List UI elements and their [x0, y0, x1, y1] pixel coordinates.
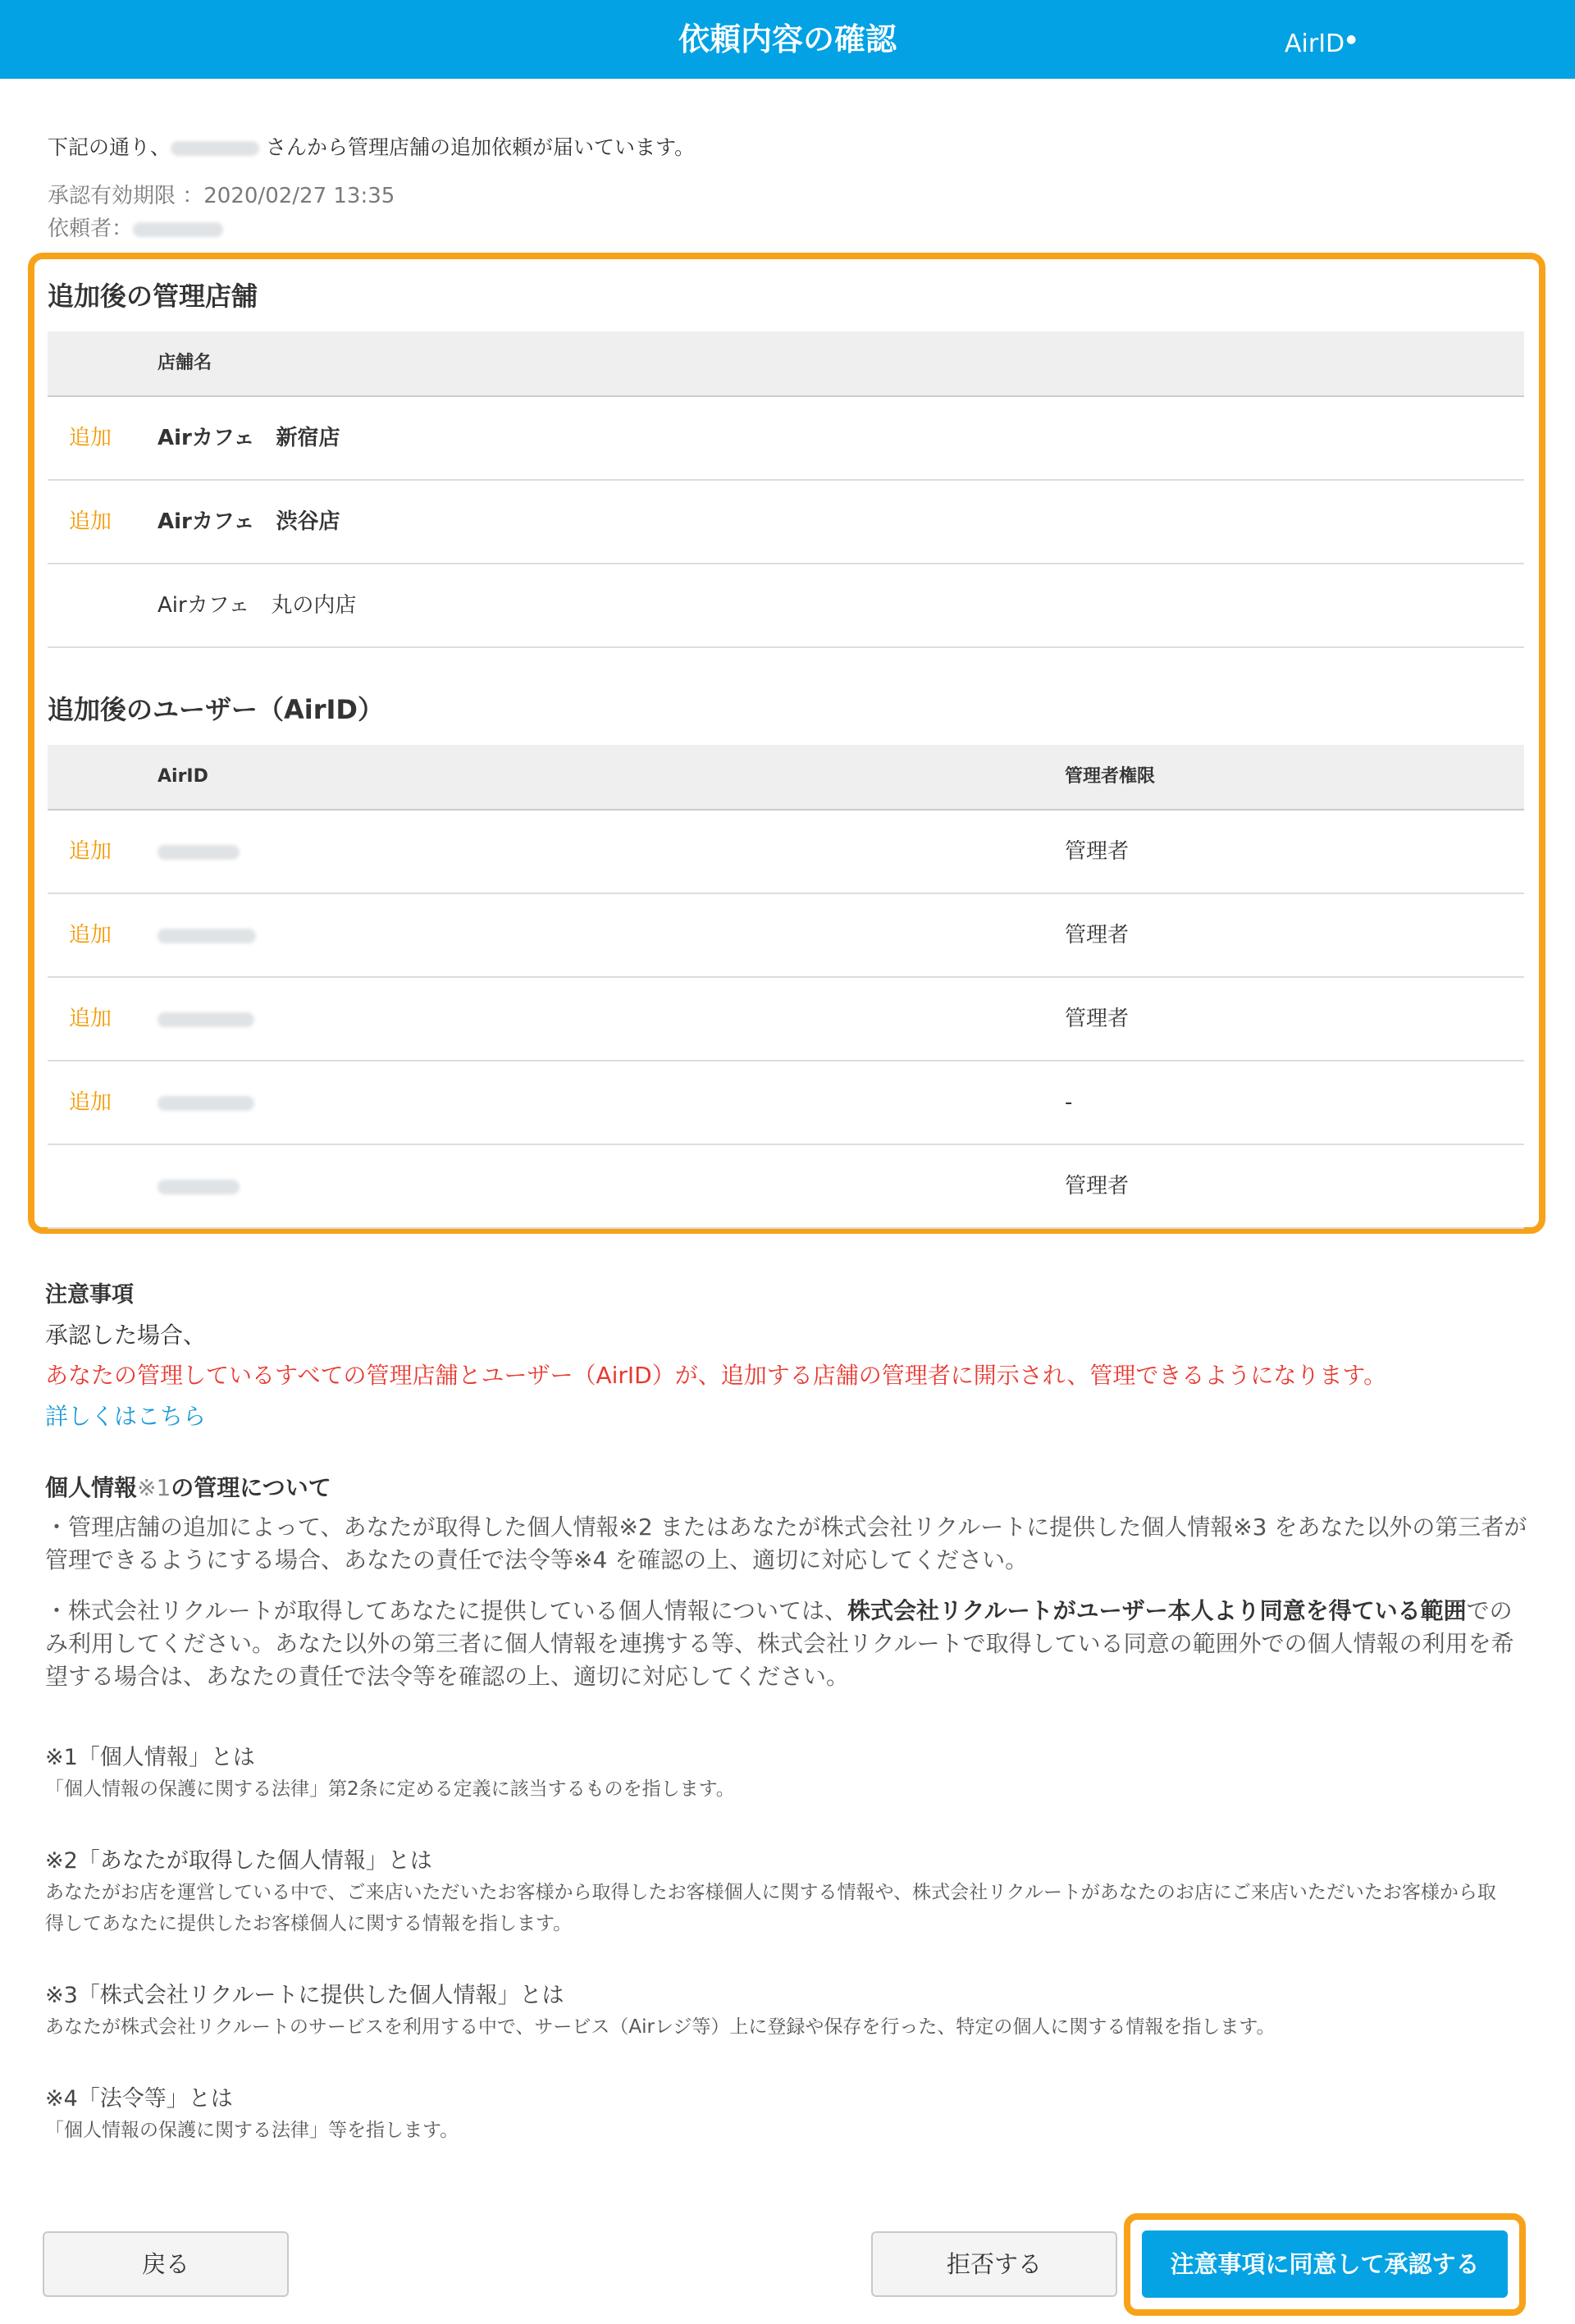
blurred-text — [158, 929, 256, 943]
users-section-title: 追加後のユーザー（AirID） — [48, 694, 384, 725]
table-row — [48, 1145, 1524, 1229]
privacy-bullet-1: ・管理店舗の追加によって、あなたが取得した個人情報※2 またはあなたが株式会社リクルートに提供した個人情報※3 をあなた以外の第三者が管理できるようにする場合、あなたの責任で法令等※4 を確認の上、適切に対応してください。 — [45, 1514, 1527, 1573]
requester-name-redacted — [133, 222, 223, 237]
user-role: 管理者 — [1065, 923, 1130, 947]
privacy-title-b: の管理について — [171, 1474, 331, 1501]
table-row — [48, 564, 1524, 648]
expiry-text: 承認有効期限 ：2020/02/27 13:35 — [48, 184, 395, 208]
footnote-body: あなたがお店を運営している中で、ご来店いただいたお客様から取得したお客様個人に関する情報や、株式会社リクルートがあなたのお店にご来店いただいたお客様から取得してあなたに提供したお客様個人に関する情報を指します。 — [45, 1882, 1496, 1934]
footnote-title: ※1「個人情報」とは — [45, 1745, 255, 1770]
stores-section-title: 追加後の管理店舗 — [48, 281, 258, 312]
requester-id-redacted — [171, 141, 259, 156]
store-name: Airカフェ 丸の内店 — [158, 593, 357, 618]
notes-warning: あなたの管理しているすべての管理店舗とユーザー（AirID）が、追加する店舗の管理者に開示され、管理できるようになります。 — [45, 1362, 1387, 1389]
user-role: - — [1065, 1090, 1073, 1115]
footnote-body: あなたが株式会社リクルートのサービスを利用する中で、サービス（Airレジ等）上に登録や保存を行った、特定の個人に関する情報を指します。 — [45, 2016, 1276, 2038]
privacy-title-a: 個人情報 — [45, 1474, 138, 1501]
privacy-title-sup: ※1 — [137, 1474, 171, 1501]
details-link[interactable]: 詳しくはこちら — [45, 1403, 207, 1430]
blurred-text — [158, 1180, 240, 1194]
footnote-title: ※2「あなたが取得した個人情報」とは — [45, 1848, 432, 1874]
users-table-header — [48, 745, 1524, 810]
table-row — [48, 481, 1524, 564]
added-tag: 追加 — [69, 426, 112, 450]
stores-table-header — [48, 331, 1524, 397]
blurred-text — [158, 1012, 254, 1027]
bullet2-c: でのみ利用してください。あなた以外の第三者に個人情報を連携する等、株式会社リクルートで取得している同意の範囲外での個人情報の利用を希望する場合は、あなたの責任で法令等を確認の上、適切に対応してください。 — [45, 1597, 1514, 1690]
privacy-bullet-2 — [45, 1595, 1530, 1693]
user-role: 管理者 — [1065, 1007, 1130, 1031]
table-row — [48, 894, 1524, 978]
table-row — [48, 1062, 1524, 1145]
footnote-body: 「個人情報の保護に関する法律」第2条に定める定義に該当するものを指します。 — [45, 1778, 735, 1800]
added-tag: 追加 — [69, 1007, 112, 1031]
blurred-text — [158, 1096, 254, 1111]
table-row — [48, 810, 1524, 894]
store-name: Airカフェ 渋谷店 — [158, 509, 340, 534]
airid-logo — [1285, 0, 1356, 79]
bullet2-bold: 株式会社リクルートがユーザー本人より同意を得ている範囲 — [847, 1597, 1467, 1624]
user-role: 管理者 — [1065, 1174, 1130, 1199]
user-id-redacted — [158, 894, 256, 976]
blurred-text — [158, 845, 240, 860]
footnote-title: ※3「株式会社リクルートに提供した個人情報」とは — [45, 1983, 564, 2008]
stores-table — [48, 331, 1524, 648]
user-id-redacted — [158, 1062, 254, 1144]
added-tag: 追加 — [69, 509, 112, 534]
privacy-title — [45, 1470, 331, 1503]
intro-suffix: さんから管理店舗の追加依頼が届いています。 — [265, 135, 695, 159]
back-button[interactable]: 戻る — [43, 2231, 289, 2297]
table-row — [48, 397, 1524, 481]
intro-text — [48, 131, 695, 161]
added-tag: 追加 — [69, 839, 112, 864]
user-role: 管理者 — [1065, 839, 1130, 864]
approve-button[interactable]: 注意事項に同意して承認する — [1142, 2230, 1508, 2298]
airid-header: AirID — [158, 766, 208, 787]
table-row — [48, 978, 1524, 1062]
admin-permission-header: 管理者権限 — [1065, 766, 1156, 787]
users-table — [48, 745, 1524, 1229]
header-bar — [0, 0, 1575, 79]
notes-line: 承認した場合、 — [45, 1322, 207, 1349]
airid-logo-text: AirID — [1285, 30, 1345, 58]
bullet2-a: ・株式会社リクルートが取得してあなたに提供している個人情報については、 — [45, 1597, 848, 1624]
user-id-redacted — [158, 978, 254, 1060]
page-title: 依頼内容の確認 — [678, 21, 897, 57]
intro-prefix: 下記の通り、 — [48, 135, 171, 159]
user-id-redacted — [158, 1145, 240, 1227]
logo-dot-icon: ● — [1346, 33, 1357, 46]
added-tag: 追加 — [69, 1090, 112, 1115]
requester-label: 依頼者： — [48, 217, 134, 241]
store-name: Airカフェ 新宿店 — [158, 426, 340, 450]
store-name-header: 店舗名 — [158, 353, 212, 373]
reject-button[interactable]: 拒否する — [871, 2231, 1117, 2297]
requester-line — [48, 212, 223, 242]
user-id-redacted — [158, 810, 240, 893]
footnote-body: 「個人情報の保護に関する法律」等を指します。 — [45, 2120, 459, 2141]
notes-title: 注意事項 — [45, 1282, 134, 1308]
added-tag: 追加 — [69, 923, 112, 947]
footnote-title: ※4「法令等」とは — [45, 2086, 233, 2112]
